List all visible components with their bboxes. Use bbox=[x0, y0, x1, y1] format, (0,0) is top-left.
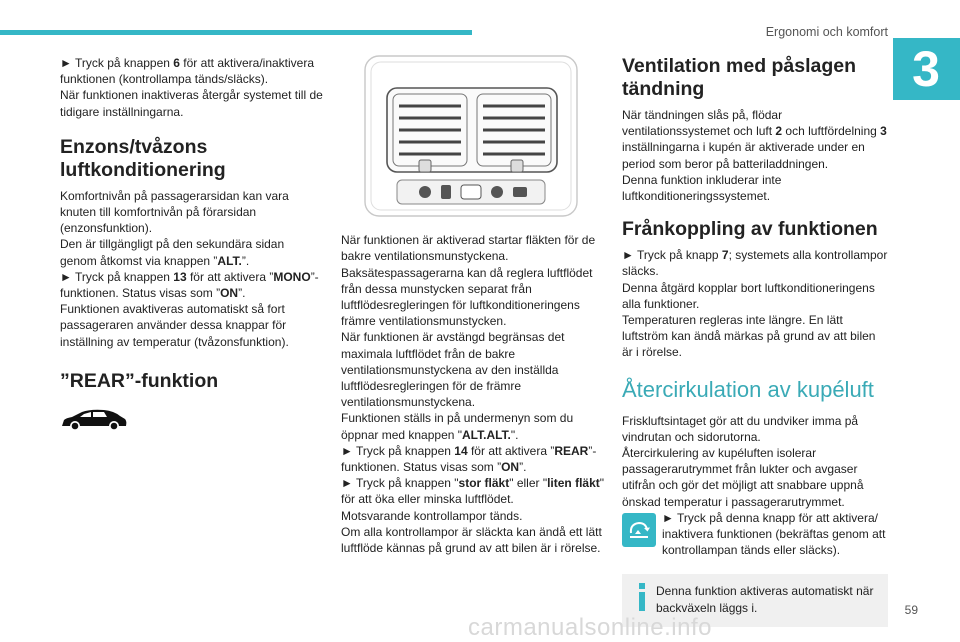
car-side-icon bbox=[60, 407, 128, 433]
chapter-number: 3 bbox=[912, 41, 940, 97]
heading-ventilation: Ventilation med påslagen tändning bbox=[622, 55, 857, 100]
recirculation-row bbox=[622, 510, 888, 559]
paragraph-recirc-button: ► Tryck på denna knapp för att aktivera/ inaktivera funktionen (bekräftas genom att kontrollampan tänds eller släcks). bbox=[662, 510, 886, 558]
heading-disconnect: Frånkoppling av funktionen bbox=[622, 218, 878, 241]
paragraph-rear: När funktionen är aktiverad startar fläkten för de bakre ventilationsmunstyckena. Baksätespassagerarna kan då reglera luftflödet från dessa munstycken separat från luftflödesregleringen för luftkonditioneringens främre ventilationsmunstycken. När funktionen är avstängd begränsas det maximala luftflödet från de bakre ventilationsmunstyckena av den inställda luftflödesregleringen för de främre ventilationsmunstyckena. Funktionen ställs in på undermenyn som du öppnar med knappen "ALT.ALT.". ► Tryck på knappen 14 för att aktivera ”REAR”-funktionen. Status visas som ”ON”. ► Tryck på knappen "stor fläkt" eller "liten fläkt" för att öka eller minska luftflödet. Motsvarande kontrollampor tänds. Om alla kontrollampor är släckta kan ändå ett lätt luftflöde kännas på grund av att bilen är i rörelse. bbox=[341, 233, 605, 556]
column-right bbox=[622, 55, 888, 627]
column-left bbox=[60, 55, 324, 437]
paragraph-recirculation: Friskluftsintaget gör att du undviker imma på vindrutan och sidorutorna. Återcirkulering av kupéluften isolerar passagerarutrymmet från lukter och avgaser utifrån och gör det möjligt att snabbare uppnå önskad temperatur i passagerarutrymmet. bbox=[622, 413, 864, 509]
column-middle bbox=[341, 55, 607, 556]
heading-zone-ac: Enzons/tvåzons luftkonditionering bbox=[60, 135, 226, 181]
heading-rear: ”REAR”-funktion bbox=[60, 369, 219, 392]
watermark: carmanualsonline.info bbox=[468, 614, 712, 641]
rear-vents-illustration bbox=[363, 54, 579, 218]
paragraph-toggle: ► Tryck på knappen 6 för att aktivera/inaktivera funktionen (kontrollampa tänds/släcks). När funktionen inaktiveras återgår systemet till de tidigare inställningarna. bbox=[60, 56, 323, 119]
paragraph-disconnect: ► Tryck på knapp 7; systemets alla kontrollampor släcks. Denna åtgärd kopplar bort luftkonditioneringens alla funktioner. Temperaturen regleras inte längre. En lätt luftström kan ändå märkas på grund av att bilen är i rörelse. bbox=[622, 248, 888, 360]
info-icon bbox=[634, 582, 650, 612]
info-text: Denna funktion aktiveras automatiskt när backväxeln läggs i. bbox=[656, 584, 874, 615]
chapter-title: Ergonomi och komfort bbox=[765, 25, 888, 39]
paragraph-ventilation: När tändningen slås på, flödar ventilationssystemet och luft 2 och luftfördelning 3 inställningarna i kupén är aktiverade under en period som beror på batteriladdningen. Denna funktion inkluderar inte luftkonditioneringssystemet. bbox=[622, 108, 887, 204]
paragraph-zone: Komfortnivån på passagerarsidan kan vara knuten till komfortnivån på förarsidan (enzonsfunktion). Den är tillgängligt på den sekundära sidan genom åtkomst via knappen ”ALT.”. ► Tryck på knappen 13 för att aktivera ”MONO”-funktionen. Status visas som ”ON”. Funktionen avaktiveras automatiskt så fort passageraren använder dessa knappar för inställning av temperatur (tvåzonsfunktion). bbox=[60, 188, 319, 349]
page-number: 59 bbox=[904, 603, 918, 617]
recirculation-icon bbox=[622, 513, 656, 547]
header-accent-bar bbox=[0, 30, 472, 35]
heading-recirculation: Återcirkulation av kupéluft bbox=[622, 376, 874, 402]
